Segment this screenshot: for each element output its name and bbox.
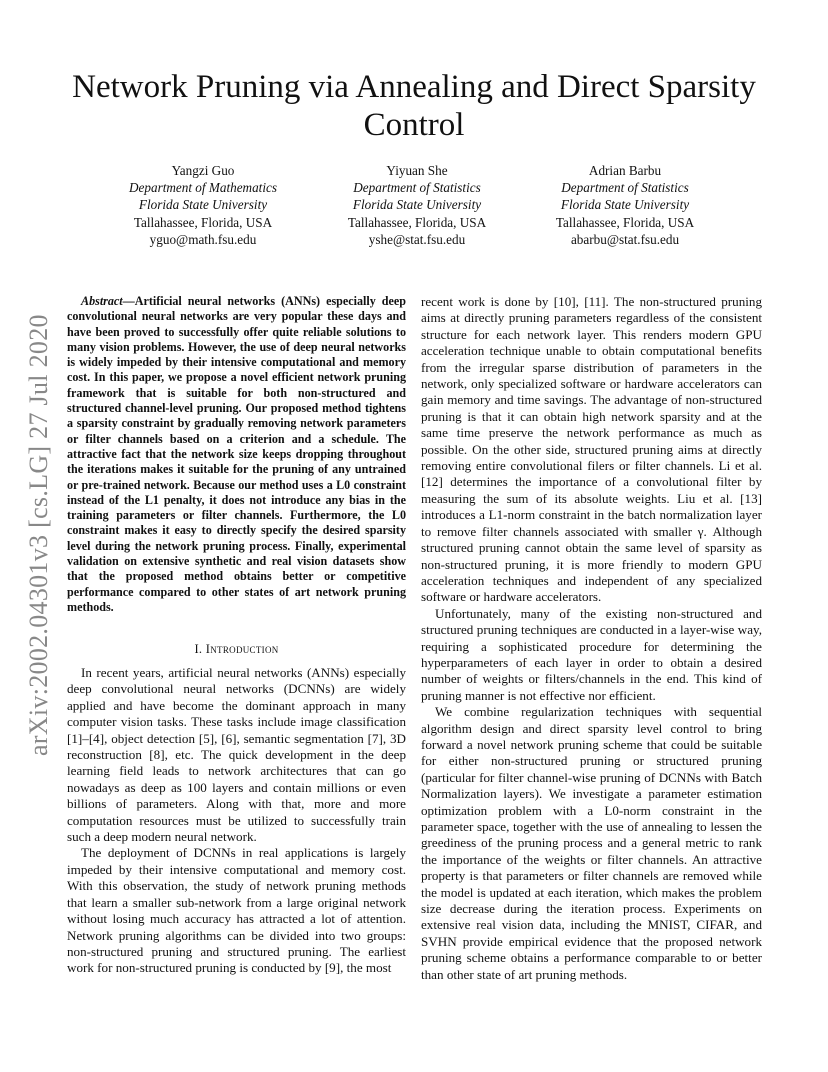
author-3 xyxy=(510,162,740,248)
author-name: Yiyuan She xyxy=(386,163,448,178)
abstract xyxy=(67,294,406,615)
abstract-text: —Artificial neural networks (ANNs) especially deep convolutional neural networks are very popular these days and have been proved to successfully offer quite reliable solutions to many vision problems. However, the use of deep neural networks is widely impeded by their intensive computational and memory cost. In this paper, we propose a novel efficient network pruning framework that is suitable for both non-structured and structured channel-level pruning. Our proposed method tightens a sparsity constraint by gradually removing network parameters or filter channels based on a criterion and a schedule. The attractive fact that the network size keeps dropping throughout the iterations makes it suitable for the pruning of any untrained or pre-trained network. Because our method uses a L0 constraint instead of the L1 penalty, it does not introduce any bias in the training parameters or filter channels. Furthermore, the L0 constraint makes it easy to directly specify the desired sparsity level during the network pruning process. Finally, experimental validation on extensive synthetic and real vision datasets show that the proposed method obtains better or competitive performance compared to other states of art network pruning methods. xyxy=(67,294,406,614)
section-title: Introduction xyxy=(205,642,279,656)
right-column xyxy=(421,294,762,983)
paragraph: The deployment of DCNNs in real applications is largely impeded by their intensive computational and memory cost. With this observation, the study of network pruning methods that learn a smaller sub-network from a large original network without losing much accuracy has attracted a lot of attention. Network pruning algorithms can be divided into two groups: non-structured pruning and structured pruning. The earliest work for non-structured pruning is conducted by [9], the most xyxy=(67,845,406,976)
author-location: Tallahassee, Florida, USA xyxy=(555,214,695,230)
author-location: Tallahassee, Florida, USA xyxy=(347,214,487,230)
introduction-left-column xyxy=(67,665,406,977)
section-heading xyxy=(67,642,406,657)
paragraph: We combine regularization techniques with sequential algorithm design and direct sparsity level control to bring forward a novel network pruning scheme that could be suitable for either non-structured pruning or structured pruning (particular for filter channel-wise pruning of DCNNs with Batch Normalization layers). We investigate a parameter estimation optimization problem with a L0-norm constraint in the parameter space, together with the use of annealing to lessen the greediness of the pruning process and a general metric to rank the importance of the weights or filter channels. An attractive property is that parameters or filter channels are removed while the model is updated at each iteration, which makes the problem size decrease during the iteration process. Experiments on extensive real vision data, including the MNIST, CIFAR, and SVHN provide empirical evidence that the proposed network pruning scheme obtains a performance comparable to or better than other state of art pruning methods. xyxy=(421,704,762,982)
paragraph: In recent years, artificial neural networks (ANNs) especially deep convolutional neural networks (DCNNs) are widely applied and have become the dominant approach in many computer vision tasks. These tasks include image classification [1]–[4], object detection [5], [6], semantic segmentation [7], 3D reconstruction [8], etc. The quick development in the deep learning field leads to network architectures that can go nowadays as deep as 100 layers and contain millions or even billions of parameters. Along with that, more and more computation resources must be utilized to successfully train such a deep modern neural network. xyxy=(67,665,406,845)
author-university: Florida State University xyxy=(352,197,482,213)
abstract-lead: Abstract xyxy=(81,294,123,308)
author-university: Florida State University xyxy=(560,197,690,213)
author-department: Department of Mathematics xyxy=(129,180,277,196)
author-2 xyxy=(302,162,532,248)
paragraph: recent work is done by [10], [11]. The non-structured pruning aims at directly pruning parameters regardless of the consistent structure for each network layer. This renders modern GPU acceleration technique unable to obtain computational benefits from the irregular sparse distribution of parameters in the network, only specialized software or hardware accelerators can gain memory and time savings. The advantage of non-structured pruning is that it can obtain high network sparsity and at the same time preserve the network performance as much as possible. On the other side, structured pruning aims at directly removing entire convolutional filers or filter channels. Li et al. [12] determines the importance of a convolutional filter by measuring the sum of its absolute weights. Liu et al. [13] introduces a L1-norm constraint in the batch normalization layer to remove filter channels associated with smaller γ. Although structured pruning cannot obtain the same level of sparsity as non-structured pruning, it is more friendly to modern GPU acceleration techniques and independent of any specialized software or hardware accelerators. xyxy=(421,294,762,605)
paper-title: Network Pruning via Annealing and Direct Sparsity Control xyxy=(72,69,756,143)
author-department: Department of Statistics xyxy=(353,180,481,196)
author-location: Tallahassee, Florida, USA xyxy=(133,214,273,230)
author-name: Yangzi Guo xyxy=(171,163,235,178)
author-email: yshe@stat.fsu.edu xyxy=(368,231,466,247)
author-email: abarbu@stat.fsu.edu xyxy=(570,231,680,247)
author-name: Adrian Barbu xyxy=(588,163,662,178)
author-email: yguo@math.fsu.edu xyxy=(149,231,257,247)
arxiv-identifier: arXiv:2002.04301v3 [cs.LG] 27 Jul 2020 xyxy=(24,314,53,756)
author-university: Florida State University xyxy=(138,197,268,213)
section-number: I. xyxy=(194,642,203,656)
author-department: Department of Statistics xyxy=(561,180,689,196)
paragraph: Unfortunately, many of the existing non-structured and structured pruning techniques are conducted in a layer-wise way, requiring a sophisticated procedure for determining the hyperparameters of each layer in order to obtain a desired number of weights or filters/channels in the end. This kind of pruning manner is not effective nor efficient. xyxy=(421,605,762,703)
author-1 xyxy=(88,162,318,248)
